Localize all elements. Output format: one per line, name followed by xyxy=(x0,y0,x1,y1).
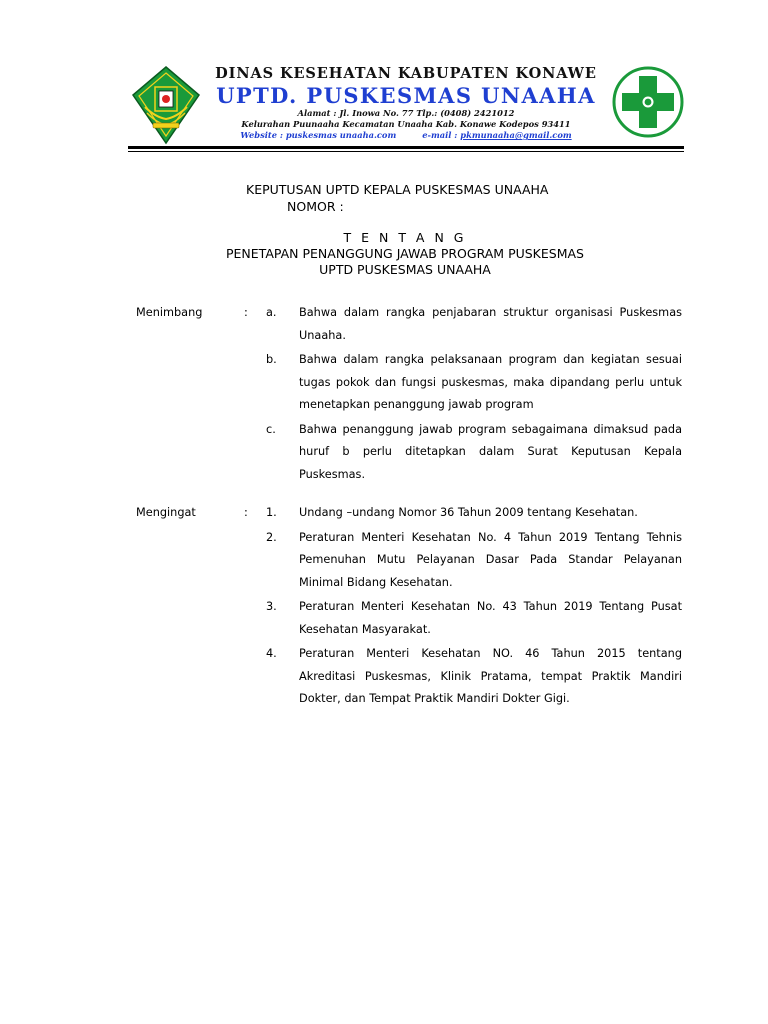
item-marker: 3. xyxy=(266,600,277,613)
item-marker: 1. xyxy=(266,506,277,519)
menimbang-item xyxy=(0,302,768,347)
decree-subject-unit: UPTD PUSKESMAS UNAAHA xyxy=(319,262,491,277)
contact-line xyxy=(186,130,626,141)
item-text: Bahwa penanggung jawab program sebagaimana dimaksud pada huruf b perlu ditetapkan dalam Surat Keputusan Kepala Puskesmas. xyxy=(299,422,682,481)
mengingat-item xyxy=(0,596,768,641)
mengingat-label: Mengingat xyxy=(136,506,196,519)
item-marker: 2. xyxy=(266,530,277,544)
menimbang-item xyxy=(0,349,768,417)
letterhead-rule-thin xyxy=(128,151,684,152)
decree-number: NOMOR : xyxy=(287,199,344,214)
mengingat-section xyxy=(0,502,768,711)
email-link[interactable]: pkmunaaha@gmail.com xyxy=(460,130,572,140)
item-text: Bahwa dalam rangka penjabaran struktur organisasi Puskesmas Unaaha. xyxy=(299,306,682,342)
institution-name: UPTD. PUSKESMAS UNAAHA xyxy=(216,83,596,108)
mengingat-item xyxy=(0,527,768,595)
letterhead-text xyxy=(186,62,626,141)
item-text: Bahwa dalam rangka pelaksanaan program dan kegiatan sesuai tugas pokok dan fungsi puskesmas, maka dipandang perlu untuk menetapkan penanggung jawab program xyxy=(299,353,682,411)
decree-subject: PENETAPAN PENANGGUNG JAWAB PROGRAM PUSKESMAS xyxy=(225,246,584,261)
puskesmas-green-cross-icon xyxy=(612,66,684,138)
item-marker: c. xyxy=(266,422,276,436)
kelurahan-line: Kelurahan Puunaaha Kecamatan Unaaha Kab. Konawe Kodepos 93411 xyxy=(241,119,571,129)
item-marker: 4. xyxy=(266,647,277,660)
item-text: Peraturan Menteri Kesehatan No. 43 Tahun 2019 Tentang Pusat Kesehatan Masyarakat. xyxy=(299,600,682,636)
item-text: Undang –undang Nomor 36 Tahun 2009 tentang Kesehatan. xyxy=(299,506,638,519)
tentang-heading: T E N T A N G xyxy=(343,230,467,245)
mengingat-item xyxy=(0,502,768,525)
email-label: e-mail : xyxy=(422,130,461,140)
item-text: Peraturan Menteri Kesehatan NO. 46 Tahun 2015 tentang Akreditasi Puskesmas, Klinik Pratama, tempat Praktik Mandiri Dokter, dan Tempat Praktik Mandiri Dokter Gigi. xyxy=(299,647,682,705)
item-text: Peraturan Menteri Kesehatan No. 4 Tahun 2019 Tentang Tehnis Pemenuhan Mutu Pelayanan Dasar Pada Standar Pelayanan Minimal Bidang Kesehatan. xyxy=(299,530,682,589)
decree-heading: KEPUTUSAN UPTD KEPALA PUSKESMAS UNAAHA xyxy=(246,182,549,197)
letterhead xyxy=(128,62,684,150)
letterhead-rule-thick xyxy=(128,146,684,149)
menimbang-section xyxy=(0,302,768,486)
menimbang-label: Menimbang xyxy=(136,306,203,319)
menimbang-item xyxy=(0,419,768,487)
website-text: Website : puskesmas unaaha.com xyxy=(240,130,397,140)
mengingat-colon: : xyxy=(244,506,248,519)
address-line: Alamat : Jl. Inowa No. 77 Tlp.: (0408) 2421012 xyxy=(297,108,515,118)
menimbang-colon: : xyxy=(244,306,248,319)
mengingat-item xyxy=(0,643,768,711)
item-marker: b. xyxy=(266,353,277,366)
agency-name: DINAS KESEHATAN KABUPATEN KONAWE xyxy=(215,65,597,82)
item-marker: a. xyxy=(266,306,277,319)
